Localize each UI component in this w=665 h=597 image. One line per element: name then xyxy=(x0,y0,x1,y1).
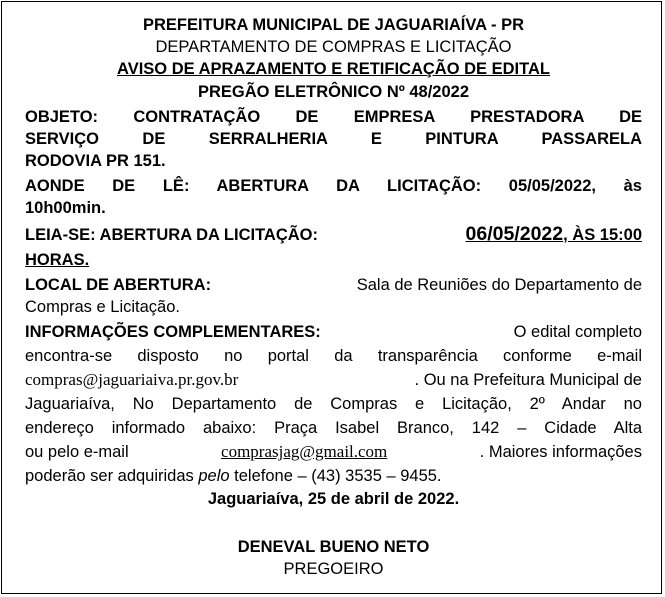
leia-line-1 xyxy=(25,224,642,245)
signature-role: PREGOEIRO xyxy=(283,560,384,578)
info-line-6 xyxy=(25,442,642,462)
info-text-1: O edital completo xyxy=(513,323,642,341)
header-municipality: PREFEITURA MUNICIPAL DE JAGUARIAÍVA - PR xyxy=(142,16,525,34)
info-line-3-text: . Ou na Prefeitura Municipal de xyxy=(414,371,642,389)
notice-title: AVISO DE APRAZAMENTO E RETIFICAÇÃO DE EDITAL xyxy=(117,60,550,78)
local-line-2: Compras e Licitação. xyxy=(25,298,180,316)
info-line-3 xyxy=(25,370,642,390)
objeto-line-2: SERVIÇO DE SERRALHERIA E PINTURA PASSARELA xyxy=(25,130,642,148)
local-label: LOCAL DE ABERTURA: xyxy=(25,276,212,294)
leia-line-2: HORAS. xyxy=(25,251,90,269)
local-line-1 xyxy=(25,275,642,295)
leia-date: 06/05/2022 xyxy=(465,223,564,245)
info-line-1 xyxy=(25,322,642,342)
leia-suffix: , ÀS 15:00 xyxy=(563,226,642,244)
objeto-line-1: OBJETO: CONTRATAÇÃO DE EMPRESA PRESTADORA DE xyxy=(25,108,642,126)
info-line-7-a: poderão ser adquiridas xyxy=(25,467,194,485)
info-line-6-b: . Maiores informações xyxy=(479,443,642,461)
notice-document xyxy=(1,1,662,594)
local-text-1: Sala de Reuniões do Departamento de xyxy=(356,276,642,294)
info-line-5: endereço informado abaixo: Praça Isabel Branco, 142 – Cidade Alta xyxy=(25,419,642,437)
info-label: INFORMAÇÕES COMPLEMENTARES: xyxy=(25,323,321,341)
aonde-line-1: AONDE DE LÊ: ABERTURA DA LICITAÇÃO: 05/05/2022, às xyxy=(25,177,642,195)
info-line-6-a: ou pelo e-mail xyxy=(25,443,129,461)
info-line-7-b: telefone – (43) 3535 – 9455. xyxy=(234,467,442,485)
leia-prefix: LEIA-SE: ABERTURA DA LICITAÇÃO: xyxy=(25,226,319,244)
aonde-line-2: 10h00min. xyxy=(25,199,106,217)
email-comprasjag[interactable]: comprasjag@gmail.com xyxy=(221,442,388,461)
info-line-7 xyxy=(25,466,642,486)
info-line-2: encontra-se disposto no portal da transparência conforme e-mail xyxy=(25,347,642,365)
header-department: DEPARTAMENTO DE COMPRAS E LICITAÇÃO xyxy=(155,38,512,56)
email-compras: compras@jaguariaiva.pr.gov.br xyxy=(25,370,239,389)
notice-subtitle: PREGÃO ELETRÔNICO Nº 48/2022 xyxy=(197,83,470,101)
info-line-4: Jaguariaíva, No Departamento de Compras e Licitação, 2º Andar no xyxy=(25,395,642,413)
info-line-7-italic: pelo xyxy=(198,467,230,485)
date-line: Jaguariaíva, 25 de abril de 2022. xyxy=(207,490,460,508)
objeto-line-3: RODOVIA PR 151. xyxy=(25,152,166,170)
signature-name: DENEVAL BUENO NETO xyxy=(237,538,430,556)
